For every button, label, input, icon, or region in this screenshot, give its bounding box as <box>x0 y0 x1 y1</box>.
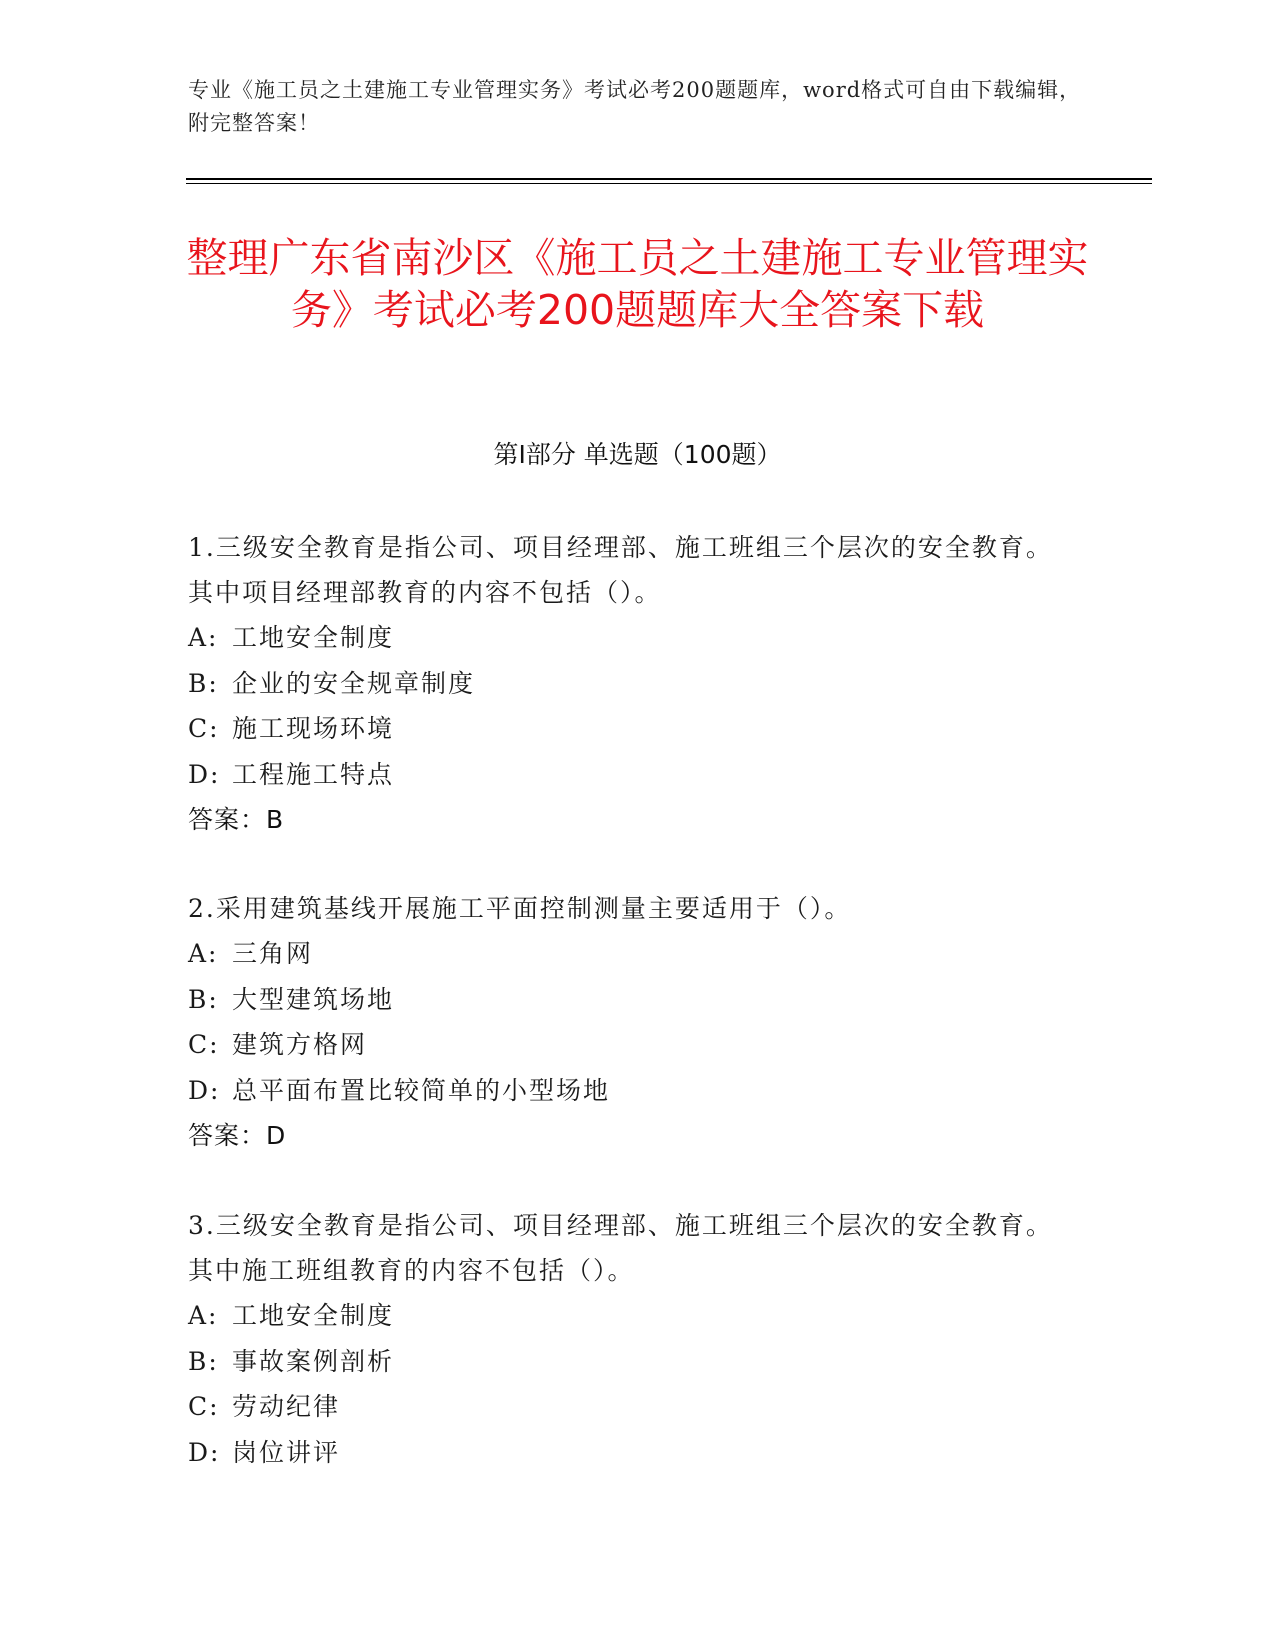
option-b <box>188 977 1068 1023</box>
option-a <box>188 1293 1068 1339</box>
option-text: 施工现场环境 <box>232 714 395 743</box>
option-d <box>188 1430 1068 1476</box>
option-text: 事故案例剖析 <box>232 1346 395 1376</box>
option-letter: D: <box>188 1437 221 1467</box>
question-stem: 2.采用建筑基线开展施工平面控制测量主要适用于（）。 <box>188 894 852 923</box>
option-text: 工地安全制度 <box>232 623 395 652</box>
option-text: 建筑方格网 <box>232 1030 368 1059</box>
option-d <box>188 752 1068 798</box>
header-divider-thick <box>186 178 1152 180</box>
option-c <box>188 1022 1068 1068</box>
option-text: 总平面布置比较简单的小型场地 <box>232 1075 611 1105</box>
option-b <box>188 1339 1068 1385</box>
option-letter: D: <box>188 1075 221 1105</box>
option-letter: A: <box>188 939 219 968</box>
header-note: 专业《施工员之土建施工专业管理实务》考试必考200题题库，word格式可自由下载编辑，附完整答案！ <box>188 78 1082 135</box>
answer-label: 答案：D <box>188 1121 287 1150</box>
option-letter: A: <box>188 1301 219 1330</box>
option-letter: B: <box>188 1346 219 1376</box>
question-3 <box>188 1203 1068 1475</box>
option-letter: C: <box>188 1392 220 1421</box>
option-d <box>188 1068 1068 1114</box>
header-divider-thin <box>186 183 1152 184</box>
option-letter: B: <box>188 984 219 1014</box>
section-heading: 第Ⅰ部分 单选题（100题） <box>493 440 782 469</box>
option-c <box>188 1384 1068 1430</box>
question-1 <box>188 525 1068 842</box>
question-stem: 3.三级安全教育是指公司、项目经理部、施工班组三个层次的安全教育。其中施工班组教育的内容不包括（）。 <box>188 1211 1053 1285</box>
option-letter: C: <box>188 714 220 743</box>
question-2 <box>188 886 1068 1158</box>
option-text: 岗位讲评 <box>232 1437 341 1467</box>
answer-label: 答案：B <box>188 805 285 834</box>
option-text: 劳动纪律 <box>232 1392 341 1421</box>
option-text: 工程施工特点 <box>232 759 395 789</box>
option-c <box>188 706 1068 752</box>
option-text: 三角网 <box>232 939 314 968</box>
option-letter: C: <box>188 1030 220 1059</box>
option-text: 企业的安全规章制度 <box>232 668 476 698</box>
option-letter: D: <box>188 759 221 789</box>
question-stem: 1.三级安全教育是指公司、项目经理部、施工班组三个层次的安全教育。其中项目经理部教育的内容不包括（）。 <box>188 533 1053 607</box>
option-text: 工地安全制度 <box>232 1301 395 1330</box>
option-a <box>188 615 1068 661</box>
option-text: 大型建筑场地 <box>232 984 395 1014</box>
option-letter: B: <box>188 668 219 698</box>
option-letter: A: <box>188 623 219 652</box>
option-b <box>188 661 1068 707</box>
option-a <box>188 931 1068 977</box>
document-title: 整理广东省南沙区《施工员之土建施工专业管理实务》考试必考200题题库大全答案下载 <box>186 234 1089 334</box>
